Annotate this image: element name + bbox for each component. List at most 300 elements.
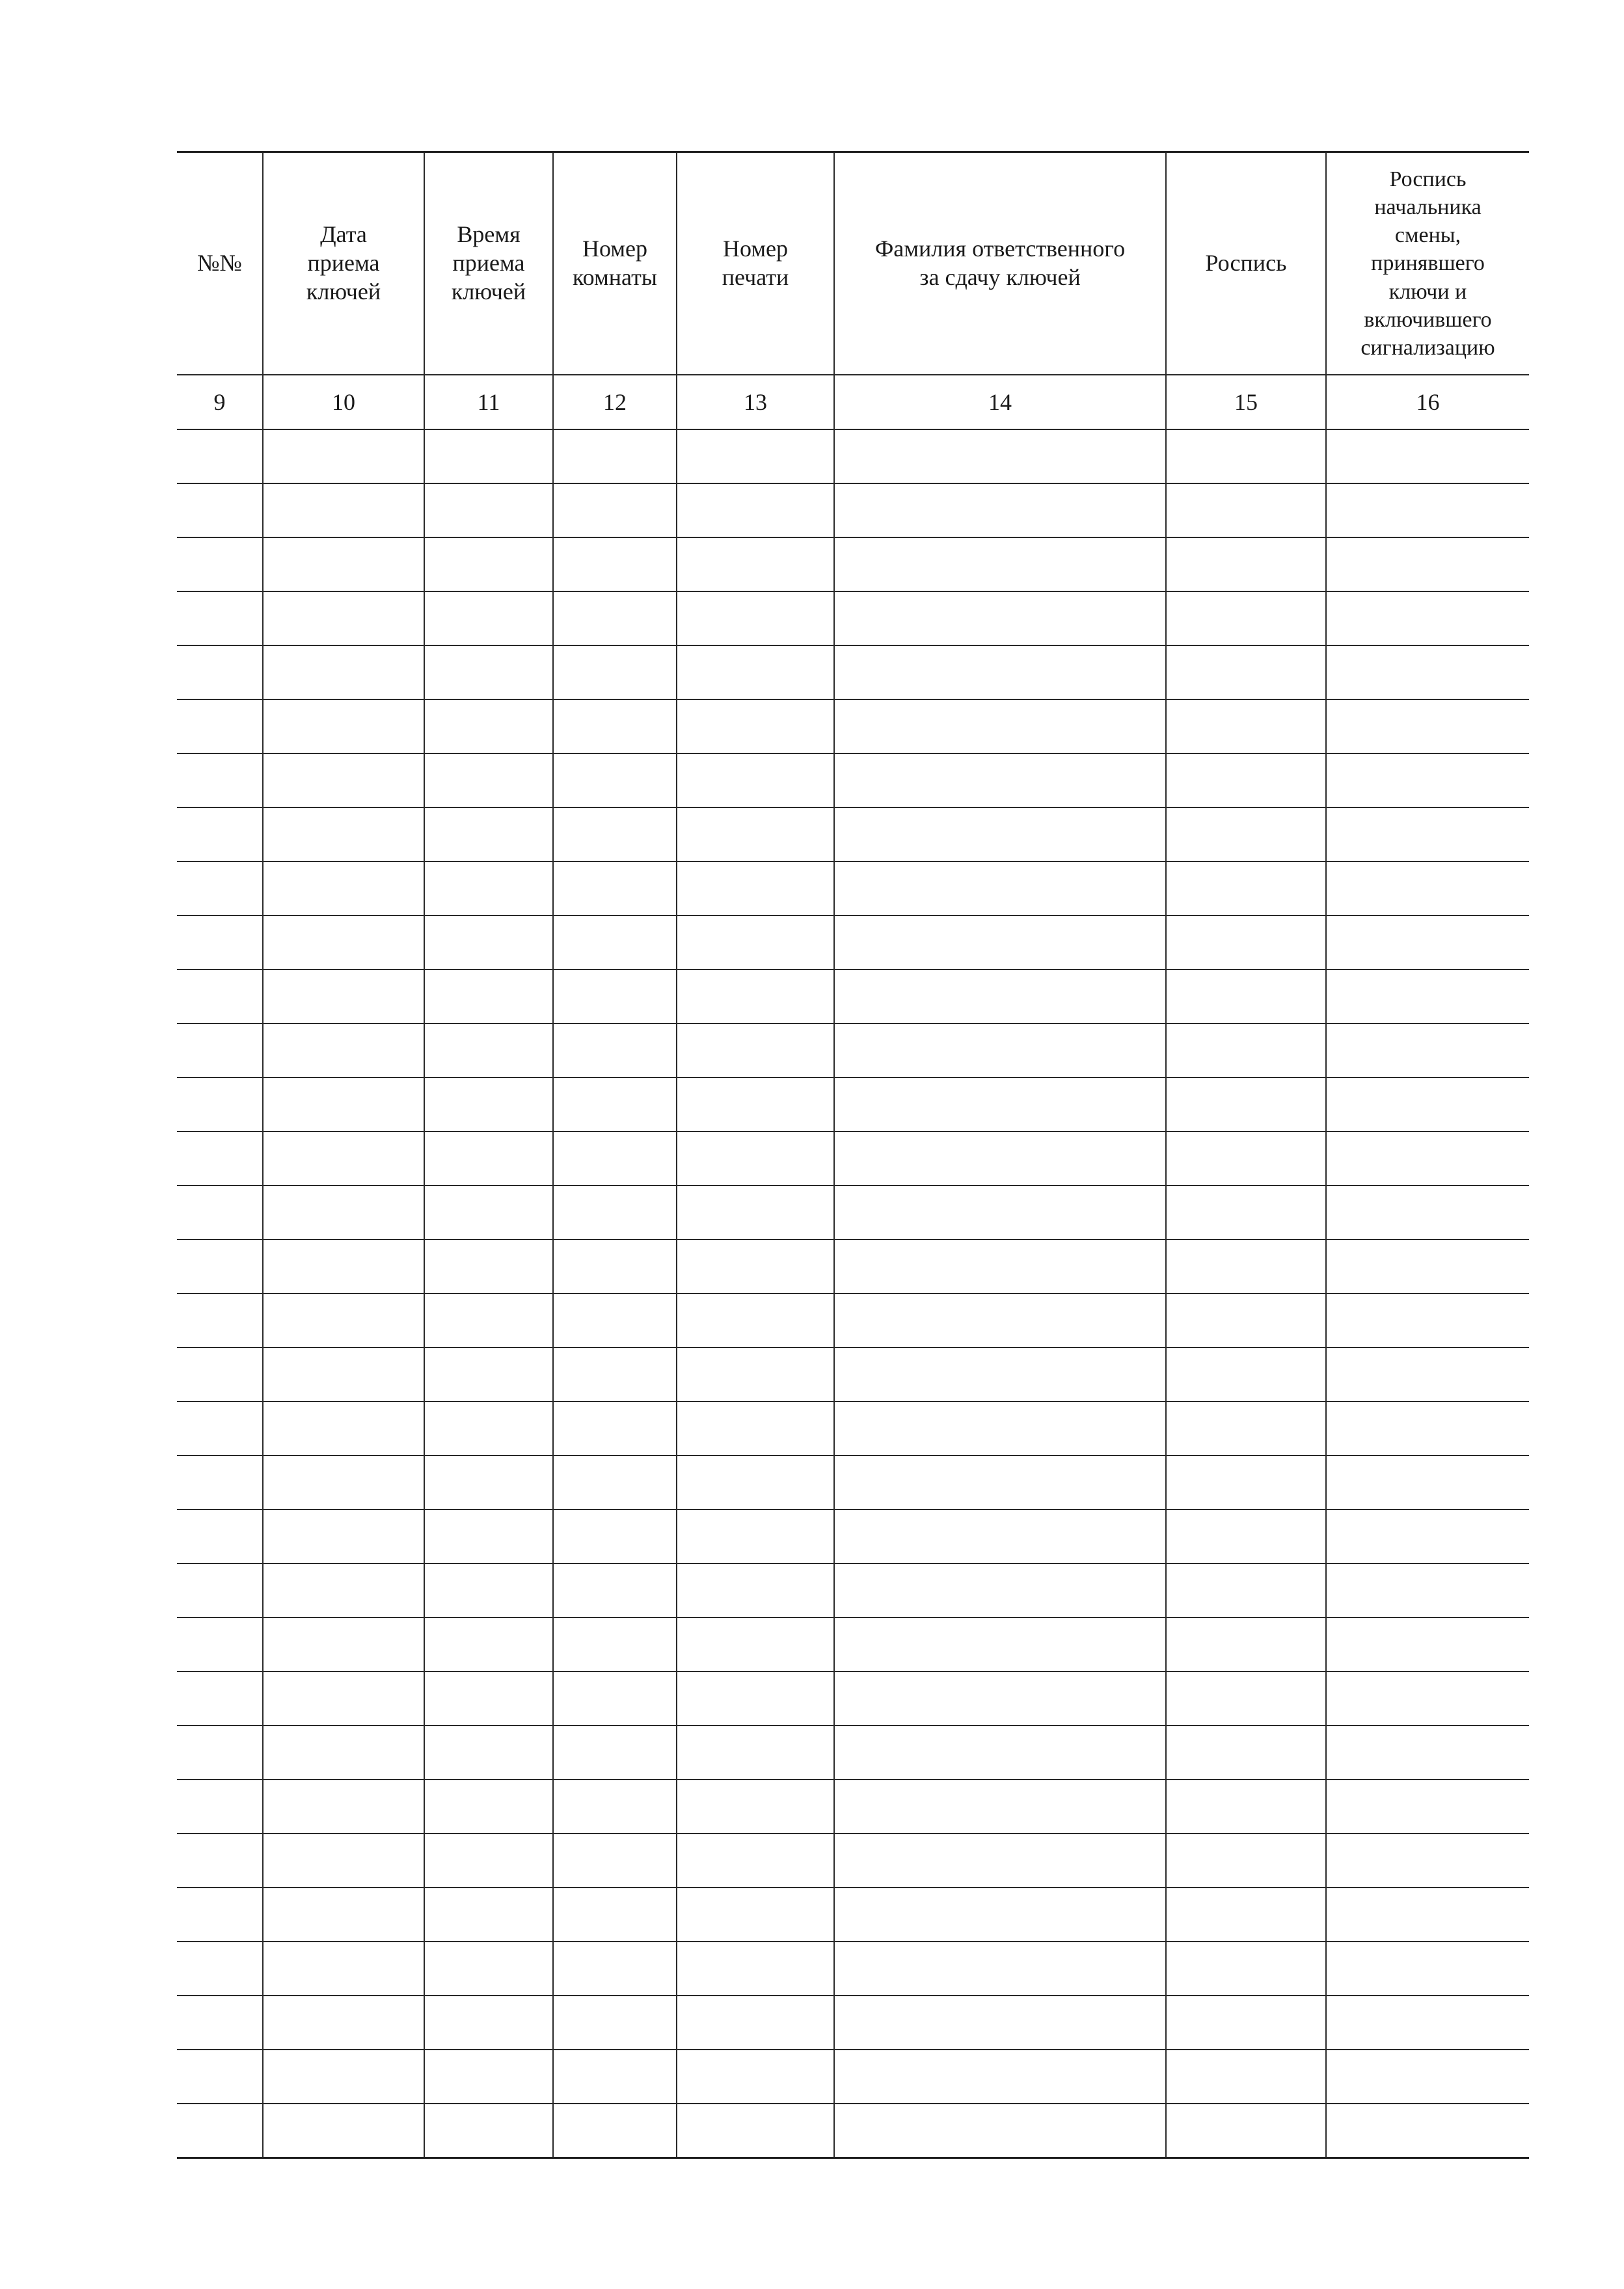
blank-entry-cell — [177, 429, 263, 483]
blank-entry-cell — [424, 2104, 553, 2158]
blank-entry-cell — [834, 1942, 1166, 1996]
blank-entry-cell — [677, 1402, 834, 1456]
blank-entry-cell — [677, 2050, 834, 2104]
blank-entry-cell — [553, 915, 677, 969]
blank-entry-cell — [1166, 1510, 1326, 1564]
blank-entry-cell — [263, 1456, 424, 1510]
blank-entry-cell — [677, 645, 834, 699]
blank-entry-row — [177, 861, 1529, 915]
blank-entry-row — [177, 1456, 1529, 1510]
blank-entry-cell — [834, 1888, 1166, 1942]
blank-entry-cell — [424, 1402, 553, 1456]
blank-entry-cell — [1166, 429, 1326, 483]
blank-entry-cell — [424, 1023, 553, 1077]
blank-entry-cell — [677, 1185, 834, 1239]
blank-entry-cell — [553, 1564, 677, 1618]
blank-entry-cell — [424, 861, 553, 915]
blank-entry-cell — [1326, 1456, 1529, 1510]
blank-entry-cell — [424, 753, 553, 807]
blank-entry-cell — [177, 1293, 263, 1348]
blank-entry-cell — [177, 1672, 263, 1726]
column-number: 13 — [677, 375, 834, 429]
blank-entry-cell — [553, 645, 677, 699]
blank-entry-cell — [1166, 1131, 1326, 1185]
blank-entry-cell — [553, 1456, 677, 1510]
blank-entry-cell — [834, 483, 1166, 537]
blank-entry-row — [177, 1402, 1529, 1456]
blank-entry-cell — [424, 969, 553, 1023]
blank-entry-cell — [553, 1834, 677, 1888]
blank-entry-row — [177, 645, 1529, 699]
blank-entry-cell — [1166, 969, 1326, 1023]
blank-entry-cell — [177, 1834, 263, 1888]
blank-entry-cell — [834, 1510, 1166, 1564]
blank-entry-cell — [424, 1780, 553, 1834]
blank-entry-cell — [834, 1834, 1166, 1888]
blank-entry-cell — [424, 2050, 553, 2104]
blank-entry-cell — [177, 537, 263, 591]
blank-entry-cell — [1166, 1077, 1326, 1131]
blank-entry-cell — [263, 1888, 424, 1942]
blank-entry-cell — [263, 1942, 424, 1996]
blank-entry-cell — [1166, 645, 1326, 699]
header-cell-time — [424, 152, 553, 375]
blank-entry-cell — [424, 1510, 553, 1564]
blank-entry-cell — [677, 1888, 834, 1942]
header-label-seal: Номер печати — [722, 236, 789, 290]
blank-entry-cell — [553, 1618, 677, 1672]
blank-entry-cell — [424, 1348, 553, 1402]
blank-entry-row — [177, 429, 1529, 483]
blank-entry-cell — [263, 807, 424, 861]
blank-entry-cell — [177, 591, 263, 645]
blank-entry-cell — [1326, 1131, 1529, 1185]
blank-entry-cell — [263, 537, 424, 591]
blank-entry-cell — [177, 969, 263, 1023]
column-number: 10 — [263, 375, 424, 429]
blank-entry-cell — [834, 1996, 1166, 2050]
blank-entry-cell — [1166, 2104, 1326, 2158]
blank-entry-cell — [1326, 1726, 1529, 1780]
blank-entry-cell — [677, 591, 834, 645]
blank-entry-cell — [834, 1348, 1166, 1402]
blank-entry-cell — [834, 1185, 1166, 1239]
blank-entry-cell — [263, 429, 424, 483]
blank-entry-cell — [677, 1239, 834, 1293]
blank-entry-cell — [677, 1564, 834, 1618]
blank-entry-cell — [1326, 1618, 1529, 1672]
blank-entry-row — [177, 1185, 1529, 1239]
column-number-row — [177, 375, 1529, 429]
blank-entry-cell — [424, 1618, 553, 1672]
blank-entry-cell — [553, 861, 677, 915]
blank-entry-cell — [553, 1780, 677, 1834]
blank-entry-cell — [553, 1131, 677, 1185]
blank-entry-cell — [263, 1510, 424, 1564]
blank-entry-cell — [177, 2050, 263, 2104]
blank-entry-cell — [834, 1131, 1166, 1185]
blank-entry-row — [177, 1564, 1529, 1618]
blank-entry-cell — [1326, 753, 1529, 807]
blank-entry-cell — [1326, 1888, 1529, 1942]
blank-entry-cell — [424, 1564, 553, 1618]
blank-entry-cell — [177, 753, 263, 807]
blank-entry-row — [177, 969, 1529, 1023]
blank-entry-cell — [263, 1996, 424, 2050]
blank-entry-cell — [1326, 591, 1529, 645]
blank-entry-cell — [263, 1131, 424, 1185]
blank-entry-cell — [263, 2104, 424, 2158]
blank-entry-cell — [1326, 429, 1529, 483]
blank-entry-cell — [553, 1942, 677, 1996]
blank-entry-cell — [177, 1942, 263, 1996]
column-number: 15 — [1166, 375, 1326, 429]
blank-entry-row — [177, 1293, 1529, 1348]
blank-entry-cell — [1326, 1780, 1529, 1834]
blank-entry-cell — [177, 699, 263, 753]
blank-entry-cell — [177, 1564, 263, 1618]
blank-entry-cell — [834, 1023, 1166, 1077]
blank-entry-cell — [424, 1456, 553, 1510]
column-number: 11 — [424, 375, 553, 429]
blank-entry-cell — [177, 1131, 263, 1185]
blank-entry-cell — [1326, 1293, 1529, 1348]
header-cell-number — [177, 152, 263, 375]
blank-entry-cell — [424, 1726, 553, 1780]
blank-entry-cell — [553, 1239, 677, 1293]
blank-entry-cell — [834, 537, 1166, 591]
blank-entry-cell — [424, 1996, 553, 2050]
blank-entry-cell — [834, 1077, 1166, 1131]
header-label-number: №№ — [197, 250, 242, 277]
header-cell-shift-chief-signature — [1326, 152, 1529, 375]
blank-entry-cell — [553, 1077, 677, 1131]
blank-entry-cell — [424, 591, 553, 645]
blank-entry-cell — [1326, 645, 1529, 699]
blank-entry-row — [177, 699, 1529, 753]
blank-entry-row — [177, 807, 1529, 861]
blank-entry-cell — [677, 807, 834, 861]
blank-entry-cell — [1326, 1348, 1529, 1402]
blank-entry-cell — [177, 645, 263, 699]
blank-entry-cell — [677, 1456, 834, 1510]
blank-entry-row — [177, 483, 1529, 537]
blank-entry-cell — [1166, 1348, 1326, 1402]
blank-entry-cell — [553, 1293, 677, 1348]
blank-entry-cell — [834, 1564, 1166, 1618]
blank-entry-cell — [834, 753, 1166, 807]
blank-entry-cell — [553, 1672, 677, 1726]
blank-entry-cell — [834, 1293, 1166, 1348]
blank-entry-cell — [1326, 1077, 1529, 1131]
blank-entry-cell — [263, 753, 424, 807]
blank-entry-cell — [677, 1293, 834, 1348]
blank-entry-cell — [263, 1672, 424, 1726]
blank-entry-row — [177, 537, 1529, 591]
blank-entry-cell — [677, 1996, 834, 2050]
blank-entry-cell — [424, 645, 553, 699]
blank-entry-cell — [1166, 1402, 1326, 1456]
blank-entry-cell — [1326, 537, 1529, 591]
blank-entry-cell — [424, 807, 553, 861]
blank-entry-cell — [177, 1239, 263, 1293]
blank-entry-cell — [1326, 915, 1529, 969]
blank-entry-cell — [553, 753, 677, 807]
blank-entry-cell — [177, 1618, 263, 1672]
blank-entry-cell — [263, 1239, 424, 1293]
blank-entry-cell — [677, 1618, 834, 1672]
blank-entry-cell — [1326, 2104, 1529, 2158]
column-number: 16 — [1326, 375, 1529, 429]
blank-entry-cell — [263, 1077, 424, 1131]
blank-entry-cell — [1326, 1672, 1529, 1726]
blank-entry-cell — [834, 915, 1166, 969]
blank-entry-cell — [1326, 1023, 1529, 1077]
blank-entry-cell — [177, 1456, 263, 1510]
blank-entry-cell — [1326, 1996, 1529, 2050]
blank-entry-cell — [553, 483, 677, 537]
blank-entry-cell — [677, 1942, 834, 1996]
blank-entry-cell — [677, 699, 834, 753]
blank-entry-cell — [263, 2050, 424, 2104]
blank-entry-cell — [834, 807, 1166, 861]
blank-entry-cell — [263, 1780, 424, 1834]
blank-entry-row — [177, 753, 1529, 807]
blank-entry-cell — [553, 969, 677, 1023]
blank-entry-cell — [677, 483, 834, 537]
blank-entry-cell — [834, 1456, 1166, 1510]
blank-entry-cell — [553, 699, 677, 753]
blank-entry-cell — [177, 807, 263, 861]
blank-entry-cell — [553, 2104, 677, 2158]
blank-entry-cell — [177, 483, 263, 537]
header-label-responsible: Фамилия ответственного за сдачу ключей — [874, 236, 1126, 290]
blank-entry-cell — [1166, 699, 1326, 753]
blank-entry-cell — [1166, 807, 1326, 861]
blank-entry-cell — [553, 2050, 677, 2104]
blank-entry-cell — [1326, 2050, 1529, 2104]
blank-entry-cell — [177, 1185, 263, 1239]
blank-entry-cell — [834, 1618, 1166, 1672]
blank-entry-cell — [553, 591, 677, 645]
blank-entry-cell — [677, 915, 834, 969]
blank-entry-cell — [177, 861, 263, 915]
blank-entry-cell — [177, 1023, 263, 1077]
blank-entry-cell — [263, 915, 424, 969]
blank-entry-cell — [263, 1402, 424, 1456]
blank-entry-cell — [1326, 1402, 1529, 1456]
blank-entry-cell — [834, 1672, 1166, 1726]
blank-entry-cell — [1166, 1672, 1326, 1726]
blank-entry-cell — [677, 1510, 834, 1564]
header-cell-responsible — [834, 152, 1166, 375]
blank-entry-cell — [424, 1672, 553, 1726]
blank-entry-cell — [263, 969, 424, 1023]
blank-entry-cell — [177, 1402, 263, 1456]
blank-entry-row — [177, 1348, 1529, 1402]
blank-entry-cell — [1166, 591, 1326, 645]
blank-entry-row — [177, 2050, 1529, 2104]
column-number: 9 — [177, 375, 263, 429]
blank-entry-cell — [177, 1726, 263, 1780]
blank-entry-cell — [1326, 1834, 1529, 1888]
blank-entry-cell — [1166, 537, 1326, 591]
blank-entry-cell — [553, 1402, 677, 1456]
blank-entry-cell — [677, 1077, 834, 1131]
blank-entry-cell — [263, 1726, 424, 1780]
blank-entry-cell — [1166, 1834, 1326, 1888]
blank-entry-cell — [1166, 915, 1326, 969]
blank-entry-cell — [553, 1185, 677, 1239]
header-row — [177, 152, 1529, 375]
blank-entry-cell — [1326, 1510, 1529, 1564]
blank-entry-cell — [553, 1888, 677, 1942]
blank-entry-cell — [553, 1023, 677, 1077]
blank-entry-cell — [263, 1834, 424, 1888]
blank-entry-row — [177, 1996, 1529, 2050]
blank-entry-cell — [677, 969, 834, 1023]
blank-entry-row — [177, 1239, 1529, 1293]
blank-entry-cell — [263, 483, 424, 537]
blank-entry-cell — [424, 915, 553, 969]
blank-entry-cell — [677, 1348, 834, 1402]
blank-entry-row — [177, 1618, 1529, 1672]
blank-entry-cell — [263, 591, 424, 645]
blank-entry-cell — [424, 1942, 553, 1996]
blank-entry-cell — [1326, 1239, 1529, 1293]
blank-entry-cell — [553, 429, 677, 483]
blank-entry-cell — [834, 969, 1166, 1023]
blank-entry-cell — [424, 1131, 553, 1185]
blank-entry-cell — [834, 1239, 1166, 1293]
blank-entry-cell — [424, 537, 553, 591]
blank-entry-row — [177, 1834, 1529, 1888]
blank-entry-cell — [1166, 1726, 1326, 1780]
blank-entry-cell — [677, 2104, 834, 2158]
blank-entry-cell — [177, 1888, 263, 1942]
header-cell-room — [553, 152, 677, 375]
blank-entry-cell — [263, 1185, 424, 1239]
blank-entry-cell — [1326, 861, 1529, 915]
blank-entry-cell — [1326, 699, 1529, 753]
blank-entry-cell — [424, 1293, 553, 1348]
blank-entry-cell — [553, 1348, 677, 1402]
key-log-table — [177, 151, 1529, 2159]
blank-entry-cell — [834, 1726, 1166, 1780]
blank-entry-cell — [1166, 1023, 1326, 1077]
blank-entry-cell — [177, 1510, 263, 1564]
header-label-time: Время приема ключей — [451, 221, 526, 305]
blank-entry-cell — [834, 2050, 1166, 2104]
header-label-date: Дата приема ключей — [306, 221, 381, 305]
blank-entry-cell — [834, 591, 1166, 645]
blank-entry-cell — [1166, 1185, 1326, 1239]
blank-entry-cell — [1166, 1996, 1326, 2050]
blank-entry-cell — [177, 1348, 263, 1402]
blank-entry-cell — [1166, 861, 1326, 915]
blank-entry-cell — [424, 1834, 553, 1888]
blank-entry-row — [177, 1510, 1529, 1564]
header-label-signature: Роспись — [1205, 250, 1287, 277]
blank-entry-cell — [1166, 1293, 1326, 1348]
blank-entry-cell — [553, 807, 677, 861]
blank-entry-row — [177, 1672, 1529, 1726]
blank-entry-row — [177, 1888, 1529, 1942]
blank-entry-cell — [677, 753, 834, 807]
blank-entry-cell — [424, 1239, 553, 1293]
blank-entry-row — [177, 591, 1529, 645]
blank-entry-cell — [177, 1996, 263, 2050]
blank-entry-cell — [1166, 1942, 1326, 1996]
column-number: 12 — [553, 375, 677, 429]
blank-entry-cell — [263, 1293, 424, 1348]
blank-entry-cell — [553, 1510, 677, 1564]
blank-entry-cell — [263, 1618, 424, 1672]
blank-entry-cell — [424, 1077, 553, 1131]
header-cell-date — [263, 152, 424, 375]
blank-entry-cell — [263, 699, 424, 753]
blank-entry-cell — [1326, 1185, 1529, 1239]
blank-entry-cell — [677, 1672, 834, 1726]
blank-entry-row — [177, 1942, 1529, 1996]
blank-entry-row — [177, 1726, 1529, 1780]
blank-entry-cell — [424, 483, 553, 537]
blank-entry-cell — [553, 1996, 677, 2050]
blank-entry-row — [177, 915, 1529, 969]
blank-entry-cell — [677, 1131, 834, 1185]
blank-entry-cell — [263, 1564, 424, 1618]
blank-entry-cell — [424, 1888, 553, 1942]
blank-entry-cell — [424, 699, 553, 753]
blank-entry-row — [177, 2104, 1529, 2158]
header-cell-signature — [1166, 152, 1326, 375]
blank-entry-cell — [177, 1780, 263, 1834]
blank-entry-cell — [834, 2104, 1166, 2158]
blank-entry-cell — [834, 1402, 1166, 1456]
blank-entry-cell — [1166, 1564, 1326, 1618]
blank-entry-cell — [677, 429, 834, 483]
blank-entry-cell — [1166, 1780, 1326, 1834]
blank-entry-cell — [677, 1726, 834, 1780]
blank-entry-cell — [1326, 807, 1529, 861]
blank-entry-cell — [177, 1077, 263, 1131]
blank-entry-cell — [553, 1726, 677, 1780]
blank-entry-cell — [1166, 753, 1326, 807]
blank-entry-cell — [834, 429, 1166, 483]
blank-entry-cell — [177, 915, 263, 969]
blank-entry-cell — [1326, 969, 1529, 1023]
blank-entry-cell — [177, 2104, 263, 2158]
blank-entry-cell — [1326, 1942, 1529, 1996]
blank-entry-cell — [263, 645, 424, 699]
blank-entry-cell — [1166, 483, 1326, 537]
blank-entry-row — [177, 1077, 1529, 1131]
blank-entry-cell — [1166, 2050, 1326, 2104]
blank-entry-cell — [1166, 1456, 1326, 1510]
column-number: 14 — [834, 375, 1166, 429]
blank-entry-cell — [1166, 1618, 1326, 1672]
blank-entry-cell — [834, 1780, 1166, 1834]
blank-entry-cell — [677, 537, 834, 591]
blank-entry-cell — [677, 1780, 834, 1834]
blank-entry-cell — [424, 1185, 553, 1239]
blank-entry-row — [177, 1131, 1529, 1185]
blank-entry-cell — [834, 861, 1166, 915]
blank-entry-cell — [1326, 483, 1529, 537]
blank-entry-row — [177, 1023, 1529, 1077]
blank-entry-row — [177, 1780, 1529, 1834]
blank-entry-cell — [263, 1023, 424, 1077]
